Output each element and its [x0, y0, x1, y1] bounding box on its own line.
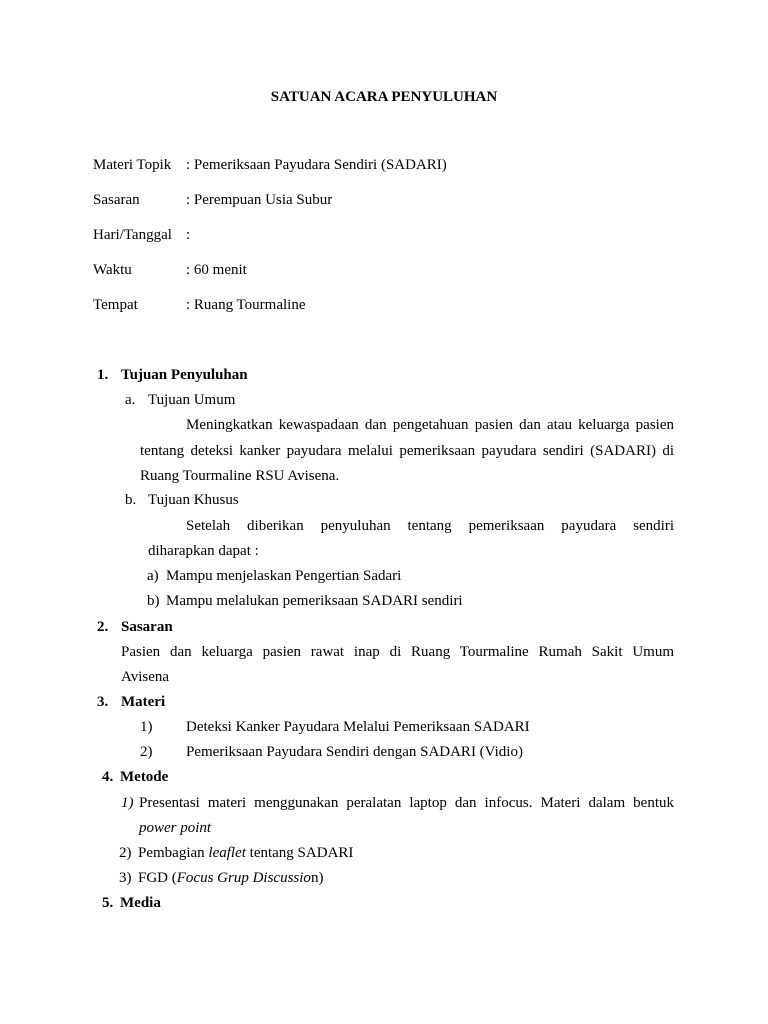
paragraph-line: Avisena	[121, 669, 170, 685]
list-item-marker: 2)	[140, 744, 153, 760]
info-value-tempat: : Ruang Tourmaline	[186, 297, 306, 313]
paragraph-line: tentang deteksi kanker payudara melalui pemeriksaan payudara sendiri (SADARI) di	[140, 443, 674, 459]
info-label-waktu: Waktu	[93, 262, 132, 278]
info-value-waktu: : 60 menit	[186, 262, 247, 278]
paragraph-line: diharapkan dapat :	[148, 543, 259, 559]
list-item-marker: b)	[147, 593, 160, 609]
list-item	[138, 869, 323, 887]
section-heading: Media	[120, 895, 161, 911]
list-item-text: Pembagian	[138, 845, 209, 861]
info-label-materi-topik: Materi Topik	[93, 157, 172, 173]
list-item-marker: 2)	[119, 845, 132, 861]
subsection-marker: a.	[125, 392, 136, 408]
list-item-continuation: power point	[139, 820, 212, 836]
section-heading: Tujuan Penyuluhan	[121, 367, 248, 383]
subsection-marker: b.	[125, 492, 137, 508]
list-item-text: n)	[310, 870, 324, 886]
list-item: Mampu melalukan pemeriksaan SADARI sendiri	[166, 593, 463, 609]
section-number: 5.	[102, 895, 114, 911]
paragraph-line: Meningkatkan kewaspadaan dan pengetahuan pasien dan atau keluarga pasien	[186, 417, 674, 433]
list-item-emphasis: leaflet	[208, 845, 246, 861]
list-item-marker: 1)	[140, 719, 153, 735]
list-item: Deteksi Kanker Payudara Melalui Pemeriksaan SADARI	[186, 719, 530, 735]
list-item-emphasis: Focus Grup Discussio	[176, 870, 311, 886]
list-item	[138, 844, 353, 862]
paragraph-line: Setelah diberikan penyuluhan tentang pemeriksaan payudara sendiri	[186, 518, 674, 534]
info-value-sasaran: : Perempuan Usia Subur	[186, 192, 333, 208]
section-number: 4.	[102, 769, 114, 785]
list-item: Presentasi materi menggunakan peralatan laptop dan infocus. Materi dalam bentuk	[139, 795, 674, 811]
list-item: Pemeriksaan Payudara Sendiri dengan SADARI (Vidio)	[186, 744, 523, 760]
section-heading: Sasaran	[121, 619, 173, 635]
info-value-materi-topik: : Pemeriksaan Payudara Sendiri (SADARI)	[186, 157, 447, 173]
section-number: 3.	[97, 694, 109, 710]
info-value-hari-tanggal: :	[186, 227, 191, 243]
list-item: Mampu menjelaskan Pengertian Sadari	[166, 568, 402, 584]
section-heading: Materi	[121, 694, 166, 710]
list-item-text: FGD (	[138, 870, 177, 886]
paragraph-line: Ruang Tourmaline RSU Avisena.	[140, 468, 340, 484]
section-number: 2.	[97, 619, 109, 635]
info-label-tempat: Tempat	[93, 297, 138, 313]
paragraph-line: Pasien dan keluarga pasien rawat inap di Ruang Tourmaline Rumah Sakit Umum	[121, 644, 674, 660]
section-number: 1.	[97, 367, 109, 383]
list-item-text: tentang SADARI	[245, 845, 354, 861]
list-item-marker: 3)	[119, 870, 132, 886]
list-item-marker: 1)	[121, 795, 134, 811]
page-title: SATUAN ACARA PENYULUHAN	[270, 89, 498, 105]
subsection-label: Tujuan Umum	[148, 392, 236, 408]
info-label-hari-tanggal: Hari/Tanggal	[93, 227, 172, 243]
subsection-label: Tujuan Khusus	[148, 492, 239, 508]
info-label-sasaran: Sasaran	[93, 192, 140, 208]
list-item-marker: a)	[147, 568, 159, 584]
section-heading: Metode	[120, 769, 169, 785]
